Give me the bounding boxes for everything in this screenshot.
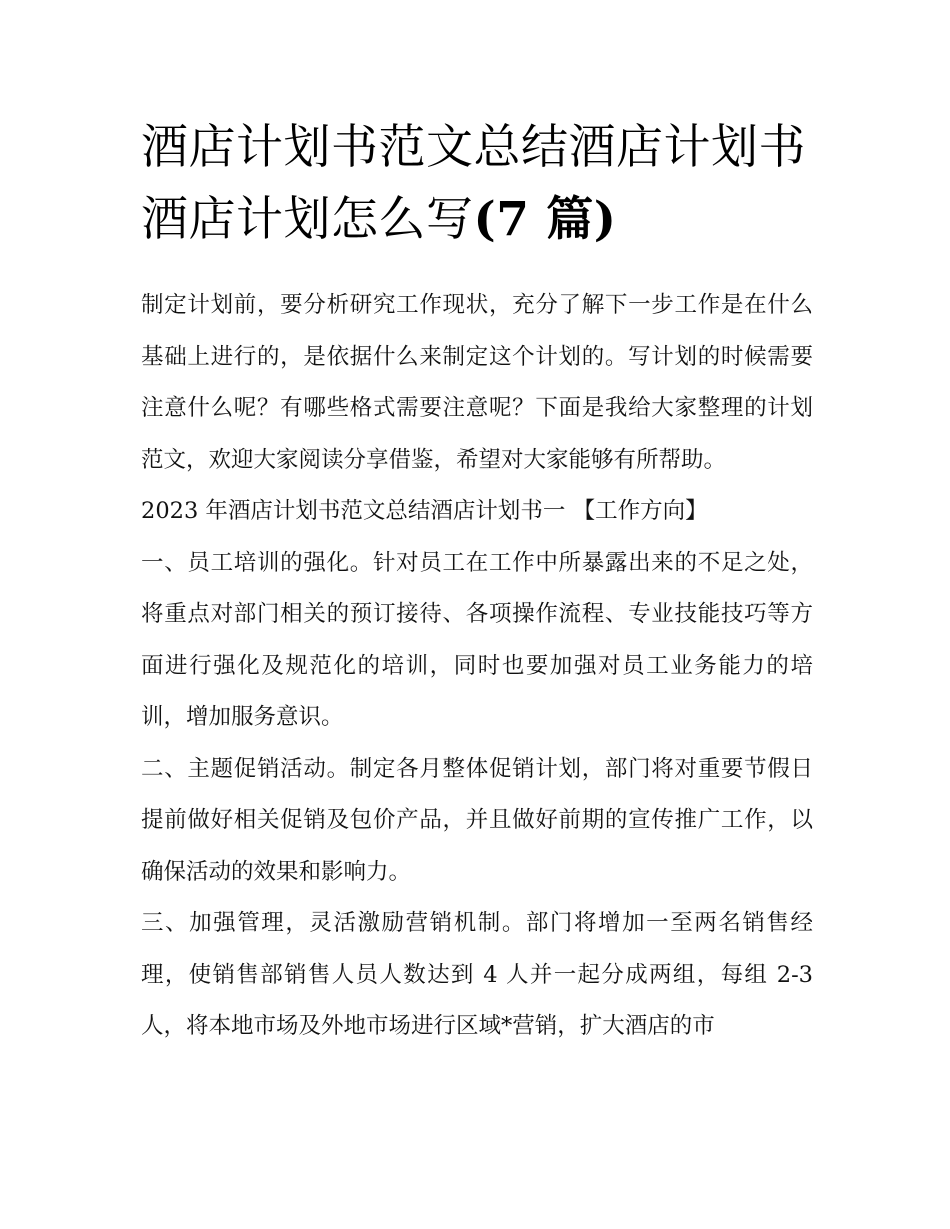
body-paragraph-1: 一、员工培训的强化。针对员工在工作中所暴露出来的不足之处，将重点对部门相关的预订接待、各项操作流程、专业技能技巧等方面进行强化及规范化的培训，同时也要加强对员工业务能力的培训，增加服务意识。	[141, 549, 813, 730]
document-title	[141, 112, 813, 256]
body-paragraph-2: 二、主题促销活动。制定各月整体促销计划，部门将对重要节假日提前做好相关促销及包价产品，并且做好前期的宣传推广工作，以确保活动的效果和影响力。	[141, 755, 813, 885]
document-title-count: (7 篇)	[473, 192, 617, 247]
document-content	[141, 112, 813, 1053]
section-heading: 2023 年酒店计划书范文总结酒店计划书一 【工作方向】	[141, 498, 708, 524]
document-title-text: 酒店计划书范文总结酒店计划书 酒店计划怎么写	[141, 120, 806, 247]
intro-paragraph: 制定计划前，要分析研究工作现状，充分了解下一步工作是在什么基础上进行的，是依据什么来制定这个计划的。写计划的时候需要注意什么呢？有哪些格式需要注意呢？下面是我给大家整理的计划范文，欢迎大家阅读分享借鉴，希望对大家能够有所帮助。	[141, 292, 813, 473]
body-paragraph-3: 三、加强管理，灵活激励营销机制。部门将增加一至两名销售经理，使销售部销售人员人数达到 4 人并一起分成两组，每组 2-3 人，将本地市场及外地市场进行区域*营销，扩大酒店的市	[141, 910, 813, 1039]
